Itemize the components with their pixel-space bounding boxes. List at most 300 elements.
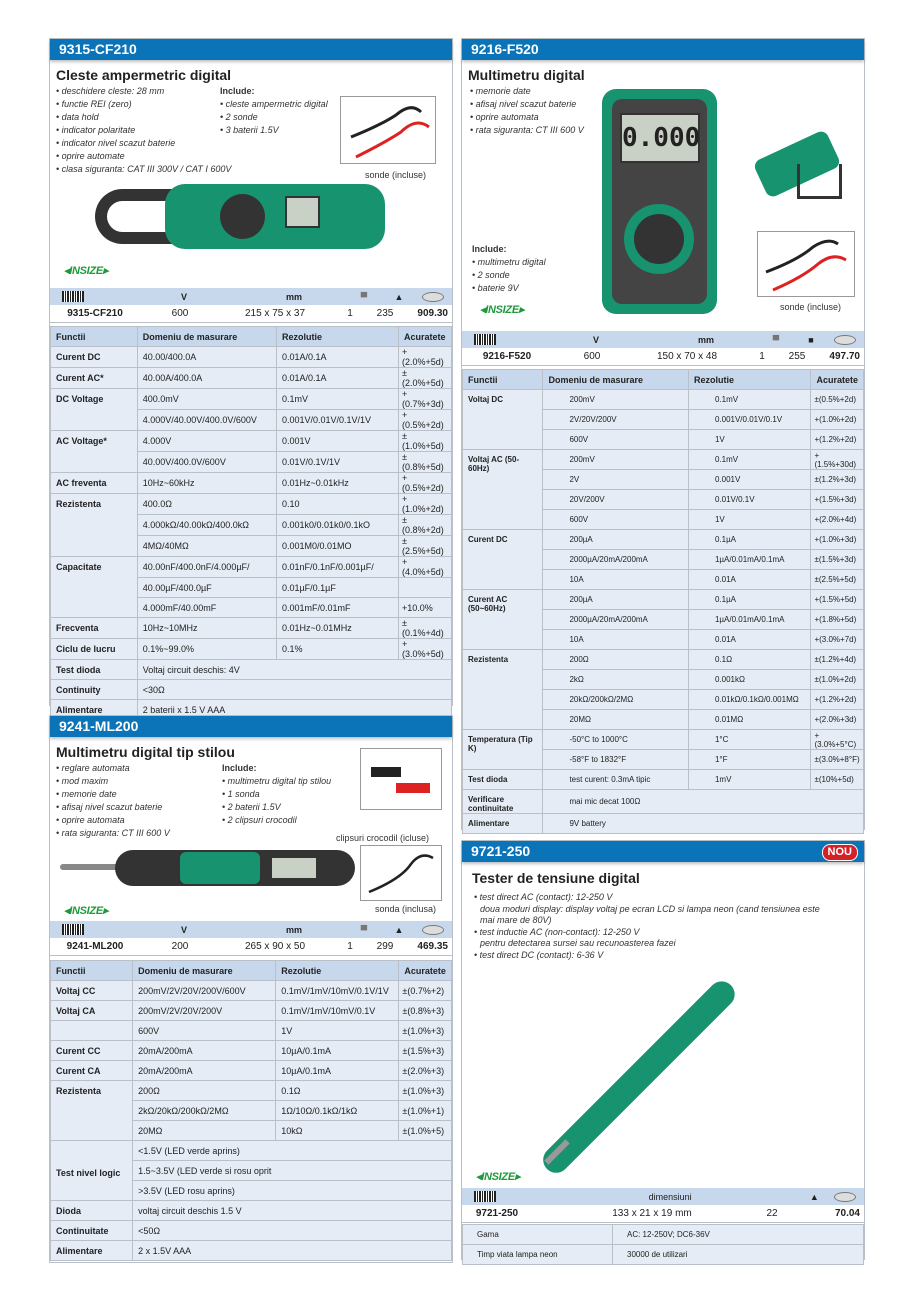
value-cell: 0.1mV — [276, 389, 398, 410]
value-cell: 400.0mV — [137, 389, 276, 410]
value-cell: 40.00A/400.0A — [137, 368, 276, 389]
table-row — [51, 1021, 452, 1041]
value-cell: 10Hz~10MHz — [137, 618, 276, 639]
weight-value: 235 — [376, 308, 394, 319]
value-cell: <30Ω — [137, 680, 451, 700]
function-cell: Continuitate — [51, 1221, 133, 1241]
insize-logo: ◂INSIZE▸ — [64, 265, 109, 277]
product-code: 9721-250 — [475, 1208, 519, 1219]
insize-logo: ◂INSIZE▸ — [64, 905, 109, 917]
include-list — [220, 98, 328, 137]
value-cell: +(1.2%+2d) — [811, 690, 864, 710]
list-item: • 2 baterii 1.5V — [222, 802, 281, 812]
pen-multimeter-image — [60, 846, 355, 891]
column-header: Rezolutie — [688, 370, 811, 390]
function-cell: Continuity — [51, 680, 138, 700]
list-item: • 3 baterii 1.5V — [220, 125, 279, 135]
table-header-row — [51, 327, 452, 347]
table-row — [463, 590, 864, 610]
value-cell: 1V — [688, 510, 811, 530]
column-header: Rezolutie — [276, 327, 398, 347]
value-cell: 1°C — [688, 730, 811, 750]
value-cell: ±(0.1%+4d) — [399, 618, 452, 639]
weight-value: 22 — [766, 1208, 778, 1219]
price-value: 469.35 — [417, 941, 448, 952]
price-value: 497.70 — [829, 351, 860, 362]
multimeter-stand-image — [757, 134, 847, 204]
lcd-display: 0.000 — [620, 113, 700, 163]
column-header: Functii — [51, 961, 133, 981]
product-code-label: 9721-250 — [471, 843, 531, 859]
table-row — [51, 1001, 452, 1021]
value-cell: ±(10%+5d) — [811, 770, 864, 790]
voltage-header: V — [180, 924, 187, 935]
dimensions-value: 265 x 90 x 50 — [244, 941, 306, 952]
table-row — [51, 473, 452, 494]
value-cell: Voltaj circuit deschis: 4V — [137, 660, 451, 680]
function-cell: Curent DC — [463, 530, 543, 590]
function-cell — [51, 1021, 133, 1041]
voltage-value: 200 — [171, 941, 189, 952]
value-cell: 0.1mV — [688, 450, 811, 470]
value-cell: 0.01A — [688, 570, 811, 590]
function-cell: Rezistenta — [463, 650, 543, 730]
table-row — [51, 618, 452, 639]
summary-table — [462, 1188, 864, 1223]
list-item: • memorie date — [56, 789, 117, 799]
include-list — [472, 256, 546, 295]
product-code: 9241-ML200 — [66, 941, 124, 952]
price-icon — [422, 925, 444, 935]
value-cell: 0.001V/0.01V/0.1V — [688, 410, 811, 430]
value-cell: 1.5~3.5V (LED verde si rosu oprit — [133, 1161, 452, 1181]
function-cell: Rezistenta — [51, 1081, 133, 1141]
value-cell: 0.01A/0.1A — [276, 347, 398, 368]
value-cell: 0.001kΩ — [688, 670, 811, 690]
list-item: • rata siguranta: CT III 600 V — [470, 125, 584, 135]
list-item: • multimetru digital tip stilou — [222, 776, 332, 786]
value-cell: 1µA/0.01mA/0.1mA — [688, 550, 811, 570]
function-cell: AC freventa — [51, 473, 138, 494]
function-cell: Voltaj CC — [51, 981, 133, 1001]
list-item: • oprire automata — [56, 815, 125, 825]
weight-icon: ▲ — [394, 291, 404, 302]
box-icon: ▀ — [772, 334, 780, 345]
function-cell: Curent CA — [51, 1061, 133, 1081]
list-item: • oprire automata — [470, 112, 539, 122]
product-title: Tester de tensiune digital — [472, 870, 640, 886]
list-item: • mod maxim — [56, 776, 109, 786]
product-code: 9216-F520 — [482, 351, 532, 362]
value-cell: 0.1mV — [688, 390, 811, 410]
value-cell: ±(0.8%+5d) — [399, 452, 452, 473]
function-cell: Alimentare — [51, 700, 138, 720]
quantity-value: 1 — [347, 941, 353, 952]
list-item: • functie REI (zero) — [56, 99, 132, 109]
value-cell: 0.01V/0.1V — [688, 490, 811, 510]
value-cell: +(1.0%+2d) — [811, 410, 864, 430]
table-row — [463, 730, 864, 750]
voltage-header: V — [592, 334, 599, 345]
probes-image — [757, 231, 855, 297]
voltage-tester-image — [542, 971, 782, 1171]
function-cell: Ciclu de lucru — [51, 639, 138, 660]
value-cell: 0.001V — [688, 470, 811, 490]
list-item: • multimetru digital — [472, 257, 546, 267]
function-cell: Voltaj DC — [463, 390, 543, 450]
value-cell: 20V/200V — [543, 490, 689, 510]
value-cell: 0.1%~99.0% — [137, 639, 276, 660]
value-cell: ±(1.0%+5d) — [399, 431, 452, 452]
value-cell: 10A — [543, 630, 689, 650]
value-cell — [399, 578, 452, 598]
feature-list — [470, 85, 584, 137]
value-cell: 10Hz~60kHz — [137, 473, 276, 494]
spec-label: Gama — [463, 1225, 613, 1245]
value-cell: 20MΩ — [543, 710, 689, 730]
function-cell: Temperatura (Tip K) — [463, 730, 543, 770]
include-block — [222, 762, 331, 827]
probes-caption: sonde (incluse) — [780, 302, 842, 312]
value-cell: 4.000V — [137, 431, 276, 452]
table-row — [463, 790, 864, 814]
dimensions-header: mm — [285, 291, 302, 302]
probes-image — [340, 96, 436, 164]
value-cell: +(1.5%+3d) — [811, 490, 864, 510]
value-cell: 0.001V — [276, 431, 398, 452]
product-panel-9315-cf210 — [49, 38, 453, 715]
text-line: doua moduri display: display voltaj pe ecran LCD si lampa neon (cand tensiunea este — [480, 903, 820, 914]
list-item: • clasa siguranta: CAT III 300V / CAT I 600V — [56, 164, 232, 174]
text-line: mai mare de 80V) — [480, 915, 552, 925]
function-cell: Alimentare — [463, 814, 543, 834]
table-row — [463, 390, 864, 410]
function-cell: Curent AC* — [51, 368, 138, 389]
table-row — [463, 770, 864, 790]
value-cell: mai mic decat 100Ω — [543, 790, 864, 814]
crocodile-clips-icon — [361, 749, 441, 809]
value-cell: 40.00/400.0A — [137, 347, 276, 368]
voltage-value: 600 — [171, 308, 189, 319]
value-cell: 0.01Hz~0.01MHz — [276, 618, 398, 639]
value-cell: 0.1Ω — [276, 1081, 399, 1101]
value-cell: 10µA/0.1mA — [276, 1041, 399, 1061]
text-line: pentru detectarea sursei sau recunoasterea fazei — [480, 938, 676, 948]
value-cell: 4MΩ/40MΩ — [137, 536, 276, 557]
probe-image — [360, 845, 442, 901]
value-cell: 0.01nF/0.1nF/0.001µF/ — [276, 557, 398, 578]
function-cell: Curent AC (50~60Hz) — [463, 590, 543, 650]
table-row — [51, 981, 452, 1001]
product-code-header: 9241-ML200 — [50, 716, 452, 737]
weight-value: 255 — [788, 351, 806, 362]
barcode-icon — [474, 334, 496, 345]
list-item: • 1 sonda — [222, 789, 260, 799]
price-icon — [834, 335, 856, 345]
list-item: • deschidere cleste: 28 mm — [56, 86, 165, 96]
list-item: • cleste ampermetric digital — [220, 99, 328, 109]
value-cell: +(3.0%+5°C) — [811, 730, 864, 750]
include-label: Include: — [220, 86, 255, 96]
value-cell: 40.00µF/400.0µF — [137, 578, 276, 598]
value-cell: +(0.5%+2d) — [399, 410, 452, 431]
value-cell: 10kΩ — [276, 1121, 399, 1141]
weight-icon: ▲ — [809, 1191, 819, 1202]
value-cell: 400.0Ω — [137, 494, 276, 515]
product-panel-9216-f520 — [461, 38, 865, 830]
spec-row — [463, 1245, 864, 1265]
product-code-header — [462, 841, 864, 862]
value-cell: 1Ω/10Ω/0.1kΩ/1kΩ — [276, 1101, 399, 1121]
value-cell: 200mV/2V/20V/200V/600V — [133, 981, 276, 1001]
value-cell: 2V — [543, 470, 689, 490]
value-cell: 20mA/200mA — [133, 1041, 276, 1061]
value-cell: 1°F — [688, 750, 811, 770]
value-cell: 0.1Ω — [688, 650, 811, 670]
dimensions-header: mm — [697, 334, 714, 345]
column-header: Acuratete — [811, 370, 864, 390]
crocodile-clips-image — [360, 748, 442, 810]
value-cell: 2kΩ/20kΩ/200kΩ/2MΩ — [133, 1101, 276, 1121]
value-cell: ±(1.0%+3) — [399, 1021, 452, 1041]
price-value: 909.30 — [417, 308, 448, 319]
value-cell: 0.1mV/1mV/10mV/0.1V/1V — [276, 981, 399, 1001]
function-cell: Frecventa — [51, 618, 138, 639]
table-row — [51, 1201, 452, 1221]
value-cell: test curent: 0.3mA tipic — [543, 770, 689, 790]
value-cell: 0.001mF/0.01mF — [276, 598, 398, 618]
value-cell: 4.000kΩ/40.00kΩ/400.0kΩ — [137, 515, 276, 536]
list-item: • afisaj nivel scazut baterie — [56, 802, 163, 812]
table-row — [51, 557, 452, 578]
include-label: Include: — [472, 244, 507, 254]
table-row — [51, 1141, 452, 1161]
value-cell: 200µA — [543, 590, 689, 610]
include-block — [472, 243, 546, 295]
table-row — [51, 347, 452, 368]
value-cell: 0.01Hz~0.01kHz — [276, 473, 398, 494]
product-panel-9241-ml200 — [49, 715, 453, 1263]
table-row — [51, 431, 452, 452]
value-cell: +(1.2%+2d) — [811, 430, 864, 450]
list-item: • indicator nivel scazut baterie — [56, 138, 176, 148]
value-cell: 20kΩ/200kΩ/2MΩ — [543, 690, 689, 710]
value-cell: 600V — [133, 1021, 276, 1041]
value-cell: ±(2.0%+5d) — [399, 368, 452, 389]
value-cell: 0.1µA — [688, 530, 811, 550]
probes-caption: sonde (incluse) — [365, 170, 427, 180]
value-cell: ±(1.5%+3) — [399, 1041, 452, 1061]
product-code: 9315-CF210 — [67, 308, 123, 319]
voltage-header: V — [180, 291, 187, 302]
column-header: Functii — [51, 327, 138, 347]
barcode-icon — [62, 924, 84, 935]
weight-icon: ▲ — [394, 924, 404, 935]
table-row — [51, 660, 452, 680]
value-cell: 1V — [688, 430, 811, 450]
value-cell: ±(2.5%+5d) — [399, 536, 452, 557]
function-cell: Dioda — [51, 1201, 133, 1221]
barcode-icon — [474, 1191, 496, 1202]
column-header: Domeniu de masurare — [137, 327, 276, 347]
weight-value: 299 — [376, 941, 394, 952]
spec-row — [463, 1225, 864, 1245]
function-cell: Test dioda — [51, 660, 138, 680]
include-block — [220, 85, 328, 137]
value-cell: 0.01V/0.1V/1V — [276, 452, 398, 473]
value-cell: -50°C to 1000°C — [543, 730, 689, 750]
value-cell: ±(2.5%+5d) — [811, 570, 864, 590]
value-cell: 1µA/0.01mA/0.1mA — [688, 610, 811, 630]
value-cell: +(0.7%+3d) — [399, 389, 452, 410]
list-item: • 2 clipsuri crocodil — [222, 815, 297, 825]
feature-list — [56, 762, 170, 840]
spec-table — [50, 326, 452, 720]
value-cell: >3.5V (LED rosu aprins) — [133, 1181, 452, 1201]
table-row — [51, 1041, 452, 1061]
summary-table — [462, 331, 864, 366]
value-cell: 2000µA/20mA/200mA — [543, 610, 689, 630]
product-panel-9721-250 — [461, 840, 865, 1260]
table-row — [51, 368, 452, 389]
value-cell: 1V — [276, 1021, 399, 1041]
function-cell: Rezistenta — [51, 494, 138, 557]
value-cell: 1mV — [688, 770, 811, 790]
list-item: • rata siguranta: CT III 600 V — [56, 828, 170, 838]
box-icon: ▀ — [360, 924, 368, 935]
quantity-value: 1 — [759, 351, 765, 362]
spec-label: Timp viata lampa neon — [463, 1245, 613, 1265]
value-cell: +(1.0%+3d) — [811, 530, 864, 550]
table-row — [463, 530, 864, 550]
value-cell: 200mV/2V/20V/200V — [133, 1001, 276, 1021]
summary-row — [462, 1205, 864, 1223]
spec-value: 30000 de utilizari — [613, 1245, 864, 1265]
value-cell: -58°F to 1832°F — [543, 750, 689, 770]
table-row — [463, 450, 864, 470]
function-cell: Test dioda — [463, 770, 543, 790]
table-row — [463, 650, 864, 670]
value-cell: ±(1.2%+4d) — [811, 650, 864, 670]
value-cell: +(0.5%+2d) — [399, 473, 452, 494]
value-cell: 4.000mF/40.00mF — [137, 598, 276, 618]
summary-row — [462, 348, 864, 366]
value-cell: 0.01kΩ/0.1kΩ/0.001MΩ — [688, 690, 811, 710]
list-item: • afisaj nivel scazut baterie — [470, 99, 577, 109]
value-cell: +(2.0%+5d) — [399, 347, 452, 368]
value-cell: +(1.5%+5d) — [811, 590, 864, 610]
value-cell: 0.01A — [688, 630, 811, 650]
value-cell: 200mV — [543, 390, 689, 410]
value-cell: 4.000V/40.00V/400.0V/600V — [137, 410, 276, 431]
value-cell: 0.001V/0.01V/0.1V/1V — [276, 410, 398, 431]
spec-table — [462, 1224, 864, 1265]
include-list — [222, 775, 331, 827]
value-cell: +10.0% — [399, 598, 452, 618]
clamp-meter-image — [95, 179, 395, 259]
value-cell: 2kΩ — [543, 670, 689, 690]
list-item: • baterie 9V — [472, 283, 519, 293]
value-cell: ±(0.8%+2d) — [399, 515, 452, 536]
function-cell: Test nivel logic — [51, 1141, 133, 1201]
text-line: • test inductie AC (non-contact): 12-250 V — [474, 926, 640, 937]
text-line: • test direct AC (contact): 12-250 V — [474, 892, 613, 902]
value-cell: +(2.0%+3d) — [811, 710, 864, 730]
value-cell: 0.01µF/0.1µF — [276, 578, 398, 598]
column-header: Rezolutie — [276, 961, 399, 981]
value-cell: +(4.0%+5d) — [399, 557, 452, 578]
new-badge: NOU — [822, 844, 858, 861]
product-title: Multimetru digital — [468, 67, 585, 83]
summary-table — [50, 921, 452, 956]
table-row — [51, 1081, 452, 1101]
value-cell: ±(1.0%+3) — [399, 1081, 452, 1101]
value-cell: 10A — [543, 570, 689, 590]
voltage-value: 600 — [583, 351, 601, 362]
value-cell: <1.5V (LED verde aprins) — [133, 1141, 452, 1161]
column-header: Functii — [463, 370, 543, 390]
value-cell: 2V/20V/200V — [543, 410, 689, 430]
clips-caption: clipsuri crocodil (icluse) — [336, 833, 430, 843]
product-title: Multimetru digital tip stilou — [56, 744, 235, 760]
value-cell: ±(3.0%+8°F) — [811, 750, 864, 770]
value-cell: 0.10 — [276, 494, 398, 515]
spec-table — [462, 369, 864, 834]
product-code-header: 9216-F520 — [462, 39, 864, 60]
spec-table — [50, 960, 452, 1261]
column-header: Acuratete — [399, 961, 452, 981]
dimensions-header: dimensiuni — [648, 1191, 692, 1202]
probes-icon — [758, 232, 854, 296]
price-value: 70.04 — [834, 1208, 860, 1219]
value-cell: 0.1mV/1mV/10mV/0.1V — [276, 1001, 399, 1021]
value-cell: ±(1.5%+3d) — [811, 550, 864, 570]
value-cell: +(1.8%+5d) — [811, 610, 864, 630]
price-icon — [422, 292, 444, 302]
value-cell: ±(1.2%+3d) — [811, 470, 864, 490]
table-row — [51, 680, 452, 700]
value-cell: 200µA — [543, 530, 689, 550]
column-header: Domeniu de masurare — [543, 370, 689, 390]
insize-logo: ◂INSIZE▸ — [480, 304, 525, 316]
include-label: Include: — [222, 763, 257, 773]
summary-table — [50, 288, 452, 323]
function-cell: DC Voltage — [51, 389, 138, 431]
probe-caption: sonda (inclusa) — [375, 904, 437, 914]
probe-icon — [361, 846, 441, 900]
summary-header — [50, 921, 452, 938]
value-cell: 0.01A/0.1A — [276, 368, 398, 389]
dimensions-value: 215 x 75 x 37 — [244, 308, 306, 319]
insize-logo: ◂INSIZE▸ — [476, 1171, 521, 1183]
product-title: Cleste ampermetric digital — [56, 67, 232, 83]
box-icon: ▀ — [360, 291, 368, 302]
table-row — [51, 494, 452, 515]
function-cell: Curent CC — [51, 1041, 133, 1061]
value-cell: +(2.0%+4d) — [811, 510, 864, 530]
price-icon — [834, 1192, 856, 1202]
table-row — [51, 389, 452, 410]
value-cell: ±(0.8%+3) — [399, 1001, 452, 1021]
value-cell: ±(0.5%+2d) — [811, 390, 864, 410]
list-item: • 2 sonde — [220, 112, 258, 122]
table-header-row — [463, 370, 864, 390]
value-cell: 0.001M0/0.01MO — [276, 536, 398, 557]
value-cell: 20mA/200mA — [133, 1061, 276, 1081]
summary-header — [50, 288, 452, 305]
value-cell: 0.1% — [276, 639, 398, 660]
value-cell: 40.00V/400.0V/600V — [137, 452, 276, 473]
